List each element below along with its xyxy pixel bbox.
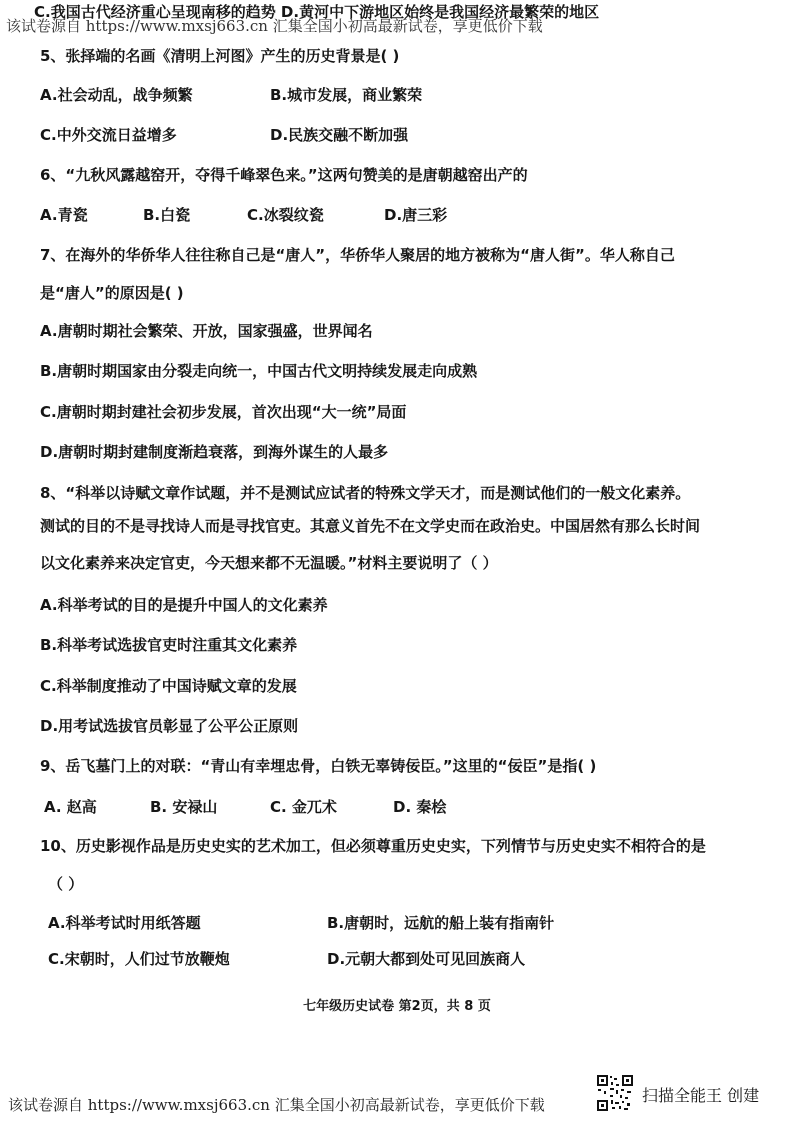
q10-option-c: C.宋朝时，人们过节放鞭炮	[48, 950, 230, 968]
q10-option-b: B.唐朝时，远航的船上装有指南针	[327, 914, 555, 932]
q9-option-d: D. 秦桧	[393, 798, 447, 816]
q5-option-a: A.社会动乱，战争频繁	[40, 86, 193, 104]
q7-option-b: B.唐朝时期国家由分裂走向统一，中国古代文明持续发展走向成熟	[40, 362, 478, 380]
q9-option-a: A. 赵高	[44, 798, 97, 816]
q7-option-d: D.唐朝时期封建制度渐趋衰落，到海外谋生的人最多	[40, 443, 389, 461]
watermark-top: 该试卷源自 https://www.mxsj663.cn 汇集全国小初高最新试卷，享更低价下载	[6, 17, 543, 35]
watermark-bottom: 该试卷源自 https://www.mxsj663.cn 汇集全国小初高最新试卷，享更低价下载	[8, 1096, 545, 1114]
question-6-stem: 6、“九秋风露越窑开，夺得千峰翠色来。”这两句赞美的是唐朝越窑出产的	[40, 166, 528, 184]
q7-option-a: A.唐朝时期社会繁荣、开放，国家强盛，世界闻名	[40, 322, 373, 340]
q9-option-c: C. 金兀术	[270, 798, 337, 816]
page-footer: 七年级历史试卷 第2页，共 8 页	[303, 999, 491, 1014]
q5-option-c: C.中外交流日益增多	[40, 126, 177, 144]
q6-option-a: A.青瓷	[40, 206, 88, 224]
q7-option-c: C.唐朝时期封建社会初步发展，首次出现“大一统”局面	[40, 403, 407, 421]
q9-option-b: B. 安禄山	[150, 798, 218, 816]
q8-option-c: C.科举制度推动了中国诗赋文章的发展	[40, 677, 297, 695]
question-9-stem: 9、岳飞墓门上的对联：“青山有幸埋忠骨，白铁无辜铸佞臣。”这里的“佞臣”是指( )	[40, 757, 597, 775]
question-8-stem-line2: 测试的目的不是寻找诗人而是寻找官吏。其意义首先不在文学史而在政治史。中国居然有那么长时间	[40, 517, 701, 535]
question-8-stem-line1: 8、“科举以诗赋文章作试题，并不是测试应试者的特殊文学天才，而是测试他们的一般文化素养。	[40, 484, 691, 502]
qr-code-icon	[596, 1074, 634, 1112]
q8-option-a: A.科举考试的目的是提升中国人的文化素养	[40, 596, 328, 614]
question-7-stem-line2: 是“唐人”的原因是( )	[40, 284, 184, 302]
scanner-credit: 扫描全能王 创建	[642, 1086, 760, 1105]
question-10-stem: 10、历史影视作品是历史史实的艺术加工，但必须尊重历史史实，下列情节与历史史实不相符合的是	[40, 837, 706, 855]
q5-option-b: B.城市发展，商业繁荣	[270, 86, 423, 104]
q6-option-d: D.唐三彩	[384, 206, 448, 224]
question-10-paren: （ ）	[48, 875, 84, 893]
q6-option-c: C.冰裂纹瓷	[247, 206, 324, 224]
q6-option-b: B.白瓷	[143, 206, 191, 224]
q8-option-d: D.用考试选拔官员彰显了公平公正原则	[40, 717, 299, 735]
q10-option-a: A.科举考试时用纸答题	[48, 914, 201, 932]
q10-option-d: D.元朝大都到处可见回族商人	[327, 950, 526, 968]
question-8-stem-line3: 以文化素养来决定官吏，今天想来都不无温暖。”材料主要说明了（ ）	[40, 554, 498, 572]
q8-option-b: B.科举考试选拔官吏时注重其文化素养	[40, 636, 298, 654]
question-7-stem-line1: 7、在海外的华侨华人往往称自己是“唐人”，华侨华人聚居的地方被称为“唐人街”。华人称自己	[40, 246, 675, 264]
q5-option-d: D.民族交融不断加强	[270, 126, 409, 144]
option-line-prev: C.我国古代经济重心呈现南移的趋势 D.黄河中下游地区始终是我国经济最繁荣的地区	[34, 3, 600, 21]
question-5-stem: 5、张择端的名画《清明上河图》产生的历史背景是( )	[40, 47, 400, 65]
